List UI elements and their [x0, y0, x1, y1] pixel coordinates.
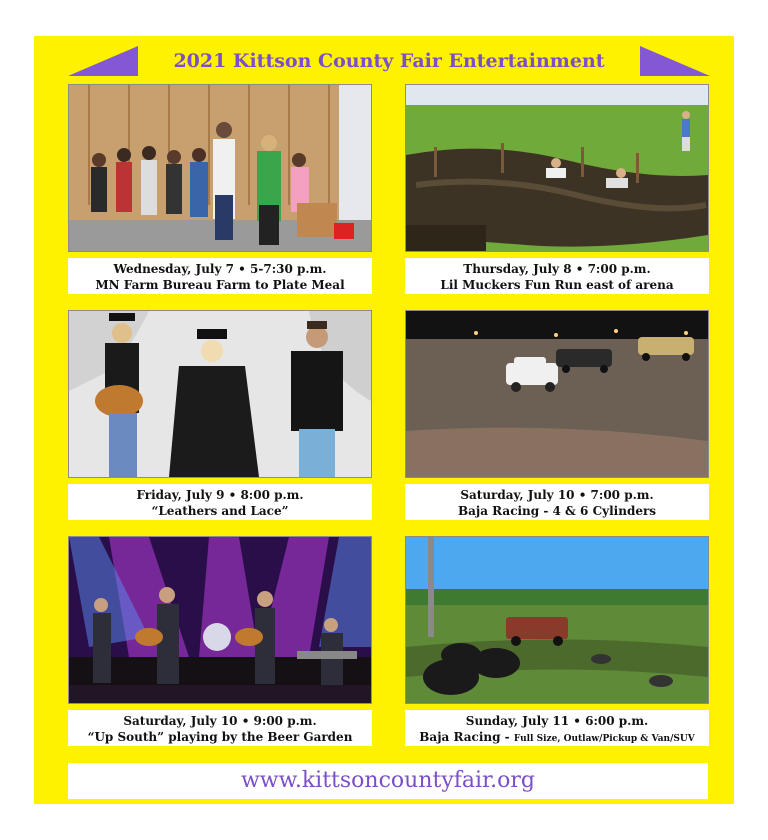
event-card-sunday-racing [405, 536, 709, 748]
event-caption [405, 710, 709, 746]
right-triangle-ornament [640, 46, 710, 76]
night-race-photo [405, 310, 709, 478]
event-description: “Leathers and Lace” [151, 504, 289, 518]
event-description: “Up South” playing by the Beer Garden [87, 730, 353, 744]
event-date-time: Wednesday, July 7 • 5-7:30 p.m. [113, 262, 327, 276]
day-race-photo [405, 536, 709, 704]
event-caption [405, 484, 709, 520]
event-caption [68, 258, 372, 294]
event-date-time: Saturday, July 10 • 9:00 p.m. [123, 714, 317, 728]
band-portrait-photo [68, 310, 372, 478]
left-triangle-ornament [68, 46, 138, 76]
event-caption [405, 258, 709, 294]
event-card-saturday-concert [68, 536, 372, 748]
indoor-crowd-photo [68, 84, 372, 252]
event-description-detail: Full Size, Outlaw/Pickup & Van/SUV [513, 734, 695, 744]
poster [34, 36, 734, 804]
page-title: 2021 Kittson County Fair Entertainment [173, 50, 605, 72]
event-card-wednesday [68, 84, 372, 296]
event-date-time: Thursday, July 8 • 7:00 p.m. [463, 262, 651, 276]
event-card-friday [68, 310, 372, 522]
event-caption [68, 484, 372, 520]
mud-run-photo [405, 84, 709, 252]
event-description: MN Farm Bureau Farm to Plate Meal [95, 278, 345, 292]
event-caption [68, 710, 372, 746]
event-card-thursday [405, 84, 709, 296]
event-date-time: Saturday, July 10 • 7:00 p.m. [460, 488, 654, 502]
event-date-time: Sunday, July 11 • 6:00 p.m. [465, 714, 649, 728]
event-card-saturday-racing [405, 310, 709, 522]
event-description [405, 729, 709, 747]
concert-stage-photo [68, 536, 372, 704]
website-link[interactable]: www.kittsoncountyfair.org [68, 763, 708, 799]
event-date-time: Friday, July 9 • 8:00 p.m. [136, 488, 304, 502]
event-description: Baja Racing - 4 & 6 Cylinders [457, 504, 657, 518]
event-description-main: Baja Racing - [419, 730, 514, 744]
event-description: Lil Muckers Fun Run east of arena [440, 278, 674, 292]
